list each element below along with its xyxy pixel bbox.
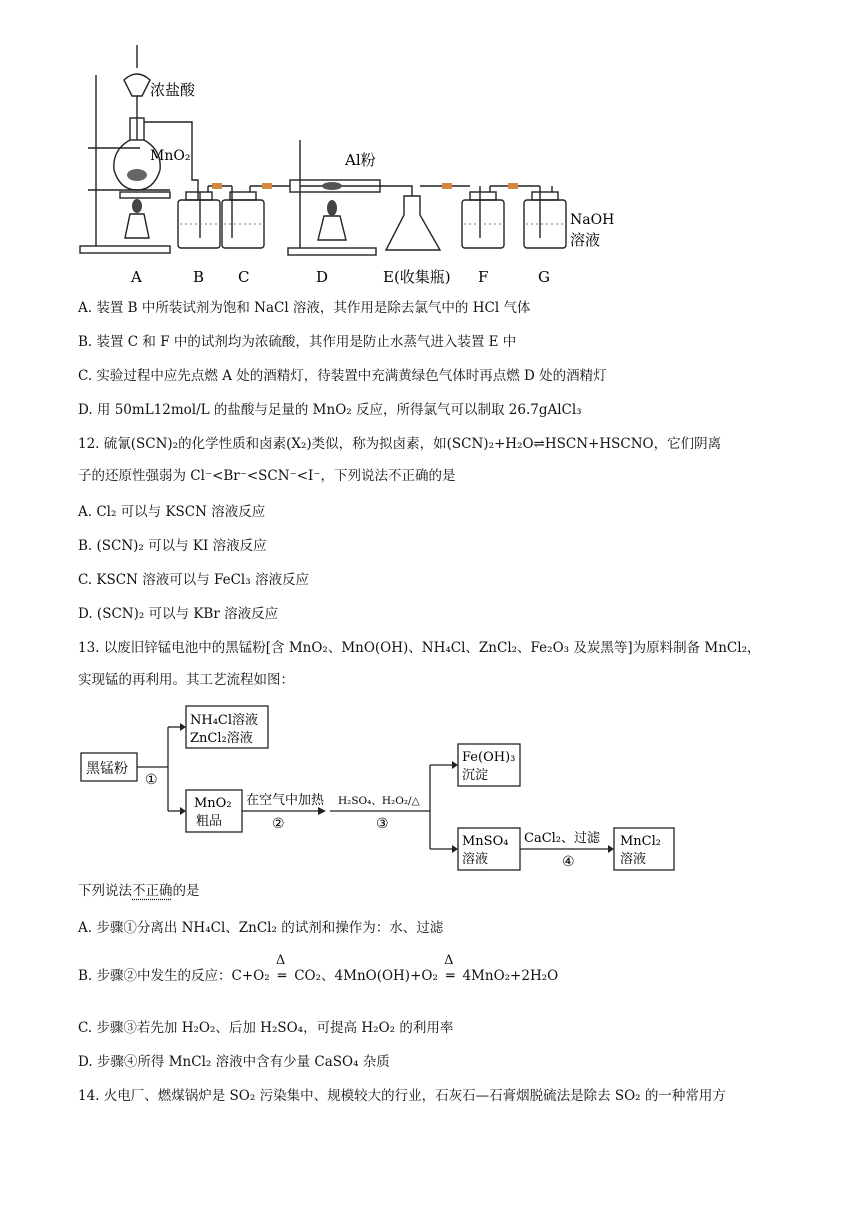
al-label: Al粉 <box>345 151 376 169</box>
q13-stem-1: 13. 以废旧锌锰电池中的黑锰粉[含 MnO₂、MnO(OH)、NH₄Cl、ZnCl₂、Fe₂O₃ 及炭黑等]为原料制备 MnCl₂， <box>78 640 761 656</box>
q12-stem-2: 子的还原性强弱为 Cl⁻<Br⁻<SCN⁻<I⁻，下列说法不正确的是 <box>78 468 456 484</box>
flow-nh4cl: NH₄Cl溶液 <box>190 713 259 728</box>
q13-option-a: A. 步骤①分离出 NH₄Cl、ZnCl₂ 的试剂和操作为：水、过滤 <box>78 920 444 936</box>
unit-b: B <box>193 268 205 286</box>
flow-black-powder: 黑锰粉 <box>86 761 128 777</box>
flow-step-3: ③ <box>376 816 389 832</box>
q13-stem-2: 实现锰的再利用。其工艺流程如图： <box>78 672 294 688</box>
process-flowchart <box>0 700 860 880</box>
q13-ask-post: 的是 <box>172 883 200 899</box>
q13-b-mid: CO₂、4MnO(OH)+O₂ <box>294 968 438 984</box>
flow-zncl2: ZnCl₂溶液 <box>190 731 253 746</box>
unit-c: C <box>238 268 250 286</box>
q11-option-d: D. 用 50mL12mol/L 的盐酸与足量的 MnO₂ 反应，所得氯气可以制取 26.7gAlCl₃ <box>78 402 582 418</box>
q13-b-post: 4MnO₂+2H₂O <box>462 968 559 984</box>
unit-e: E(收集瓶) <box>383 268 451 286</box>
apparatus-diagram <box>0 0 860 290</box>
q11-option-c: C. 实验过程中应先点燃 A 处的酒精灯，待装置中充满黄绿色气体时再点燃 D 处的酒精灯 <box>78 368 607 384</box>
unit-d: D <box>316 268 329 286</box>
flow-acid: H₂SO₄、H₂O₂/△ <box>338 795 420 807</box>
acid-label: 浓盐酸 <box>150 81 196 99</box>
heat-equals-icon: Δ ═ <box>275 953 286 984</box>
unit-g: G <box>538 268 550 286</box>
q13-ask <box>78 881 200 901</box>
flow-sol2: 溶液 <box>620 852 647 867</box>
q13-ask-emphasis: 不正确 <box>132 883 173 899</box>
q12-option-b: B. (SCN)₂ 可以与 KI 溶液反应 <box>78 538 267 554</box>
q13-ask-pre: 下列说法 <box>78 883 132 899</box>
q12-stem-1: 12. 硫氰(SCN)₂的化学性质和卤素(X₂)类似，称为拟卤素，如(SCN)₂+H₂O⇌HSCN+HSCNO，它们阴离 <box>78 436 722 452</box>
flow-crude: 粗品 <box>196 814 223 829</box>
flow-feoh3: Fe(OH)₃ <box>462 750 516 765</box>
flow-cacl2: CaCl₂、过滤 <box>524 831 601 846</box>
flow-step-1: ① <box>145 772 158 788</box>
q13-option-c: C. 步骤③若先加 H₂O₂、后加 H₂SO₄，可提高 H₂O₂ 的利用率 <box>78 1020 454 1036</box>
mno2-label: MnO₂ <box>150 148 191 164</box>
flow-mno2: MnO₂ <box>194 796 232 811</box>
q12-option-c: C. KSCN 溶液可以与 FeCl₃ 溶液反应 <box>78 572 309 588</box>
naoh-sol-label: 溶液 <box>570 231 601 249</box>
q13-b-pre: B. 步骤②中发生的反应：C+O₂ <box>78 968 270 984</box>
flow-step-4: ④ <box>562 854 575 870</box>
naoh-label: NaOH <box>570 212 615 228</box>
q13-option-d: D. 步骤④所得 MnCl₂ 溶液中含有少量 CaSO₄ 杂质 <box>78 1054 390 1070</box>
q11-option-a: A. 装置 B 中所装试剂为饱和 NaCl 溶液，其作用是除去氯气中的 HCl 气体 <box>78 300 531 316</box>
flow-ppt: 沉淀 <box>462 768 489 783</box>
unit-f: F <box>478 268 489 286</box>
unit-a: A <box>131 268 142 286</box>
q11-option-b: B. 装置 C 和 F 中的试剂均为浓硫酸，其作用是防止水蒸气进入装置 E 中 <box>78 334 517 350</box>
q12-option-d: D. (SCN)₂ 可以与 KBr 溶液反应 <box>78 606 279 622</box>
q12-option-a: A. Cl₂ 可以与 KSCN 溶液反应 <box>78 504 266 520</box>
flow-sol1: 溶液 <box>462 852 489 867</box>
flow-mnso4: MnSO₄ <box>462 834 509 849</box>
flow-step-2: ② <box>272 816 285 832</box>
q13-option-b <box>78 953 559 986</box>
heat-equals-icon-2: Δ ═ <box>444 953 455 984</box>
flow-mncl2: MnCl₂ <box>620 834 661 849</box>
flow-heat: 在空气中加热 <box>246 793 325 808</box>
q14-stem-1: 14. 火电厂、燃煤锅炉是 SO₂ 污染集中、规模较大的行业，石灰石—石膏烟脱硫法是除去 SO₂ 的一种常用方 <box>78 1088 726 1104</box>
